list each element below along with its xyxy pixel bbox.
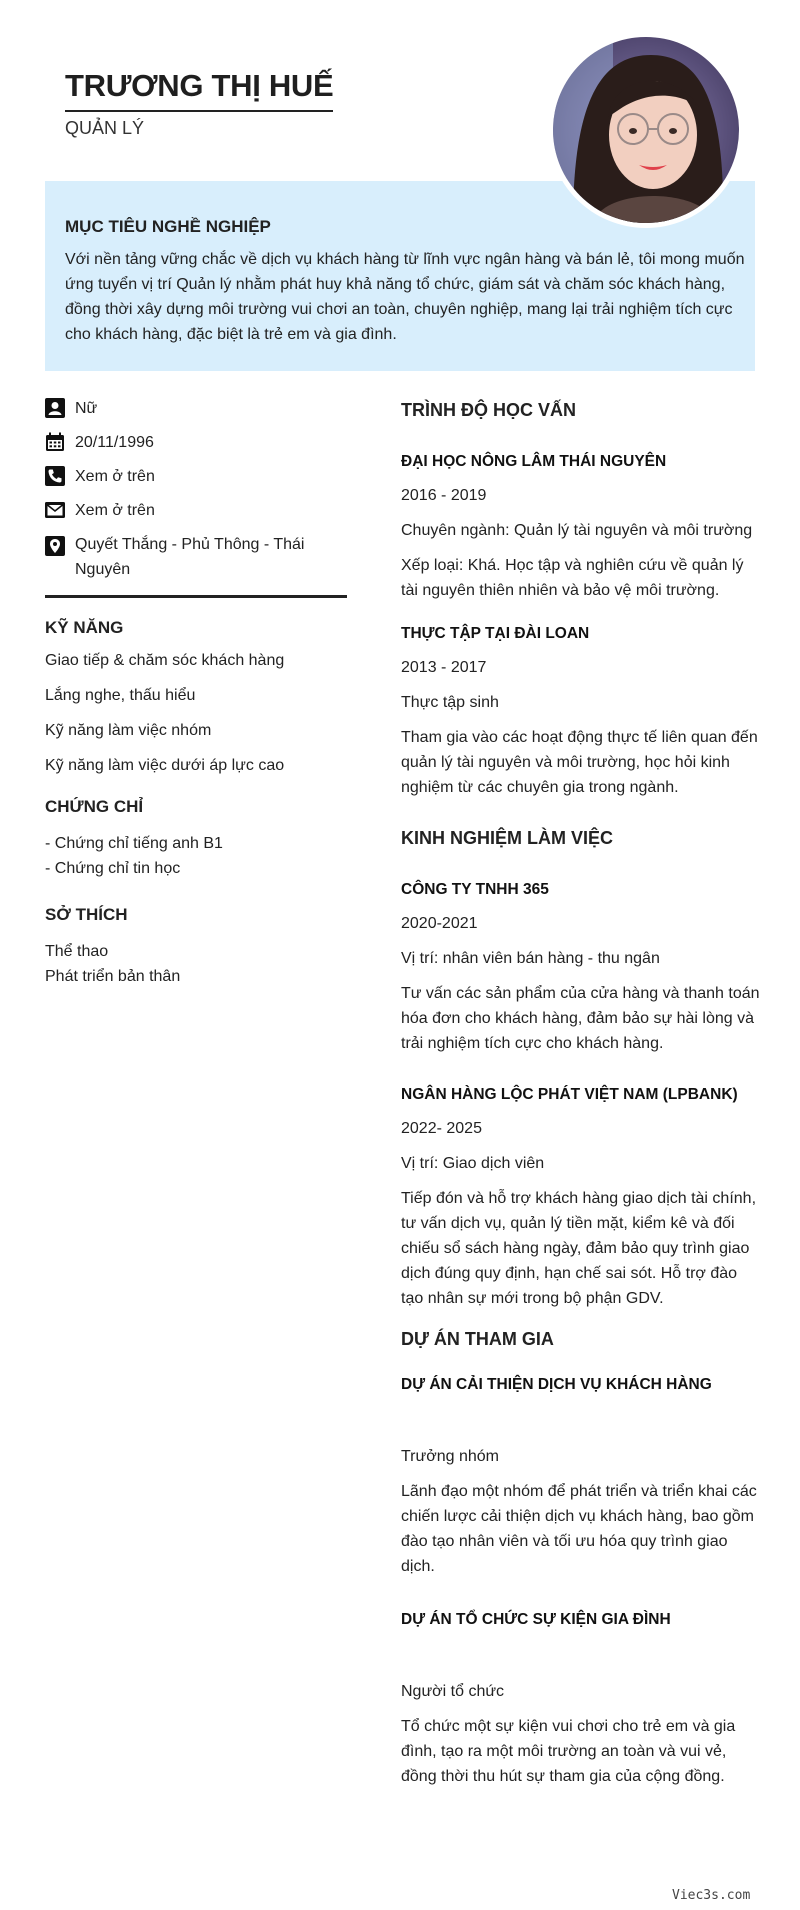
education-period: 2016 - 2019 — [401, 487, 487, 504]
skills-title: KỸ NĂNG — [45, 618, 124, 637]
info-birthday — [45, 430, 347, 455]
email-value: Xem ở trên — [75, 502, 155, 519]
profile-photo — [553, 37, 739, 223]
objective-text: Với nền tảng vững chắc về dịch vụ khách hàng từ lĩnh vực ngân hàng và bán lẻ, tôi mong muốn ứng tuyển vị trí Quản lý nhằm phát huy khả năng tổ chức, giám sát và chăm sóc khách hàng, đồng thời xây dựng môi trường vui chơi an toàn, chuyên nghiệp, mang lại trải nghiệm tích cực cho khách hàng, đặc biệt là trẻ em và gia đình. — [65, 251, 745, 343]
experience-title: KINH NGHIỆM LÀM VIỆC — [401, 828, 614, 848]
phone-value: Xem ở trên — [75, 468, 155, 485]
education-desc: Tham gia vào các hoạt động thực tế liên quan đến quản lý tài nguyên và môi trường, học hỏi kinh nghiệm từ các chuyên gia trong ngành. — [401, 729, 758, 796]
experience-entry — [401, 1086, 761, 1311]
experience-company: NGÂN HÀNG LỘC PHÁT VIỆT NAM (LPBANK) — [401, 1086, 738, 1103]
person-icon — [45, 398, 65, 418]
project-role: Trưởng nhóm — [401, 1448, 499, 1465]
projects-title: DỰ ÁN THAM GIA — [401, 1329, 554, 1349]
education-major: Chuyên ngành: Quản lý tài nguyên và môi trường — [401, 522, 753, 539]
hobby-item: Phát triển bản thân — [45, 968, 181, 985]
education-school: THỰC TẬP TẠI ĐÀI LOAN — [401, 625, 590, 642]
watermark: Viec3s.com — [672, 1888, 751, 1903]
project-role: Người tổ chức — [401, 1683, 505, 1700]
hobby-item: Thể thao — [45, 943, 109, 960]
candidate-role: QUẢN LÝ — [65, 118, 145, 138]
skills-list — [45, 648, 347, 778]
experience-desc: Tư vấn các sản phẩm của cửa hàng và thanh toán hóa đơn cho khách hàng, đảm bảo sự hài lòng và trải nghiệm tích cực cho khách hàng. — [401, 985, 760, 1052]
avatar — [548, 32, 744, 228]
experience-position: Vị trí: Giao dịch viên — [401, 1155, 545, 1172]
info-gender — [45, 396, 347, 421]
info-phone — [45, 464, 347, 489]
objective-title: MỤC TIÊU NGHỀ NGHIỆP — [65, 217, 271, 236]
skill-item: Kỹ năng làm việc nhóm — [45, 722, 212, 739]
skill-item: Kỹ năng làm việc dưới áp lực cao — [45, 757, 285, 774]
experience-entry — [401, 881, 761, 1056]
education-grade: Xếp loại: Khá. Học tập và nghiên cứu về quản lý tài nguyên thiên nhiên và bảo vệ môi trường. — [401, 557, 744, 599]
education-entry — [401, 625, 761, 800]
phone-icon — [45, 466, 65, 486]
info-email — [45, 498, 347, 523]
certificate-item: - Chứng chỉ tin học — [45, 860, 181, 877]
education-entry — [401, 453, 761, 603]
mail-icon — [45, 500, 65, 520]
right-column — [401, 400, 761, 1789]
location-pin-icon — [45, 536, 65, 556]
project-desc: Tổ chức một sự kiện vui chơi cho trẻ em và gia đình, tạo ra một môi trường an toàn và vui vẻ, đồng thời thu hút sự tham gia của cộng đồng. — [401, 1718, 736, 1785]
project-desc: Lãnh đạo một nhóm để phát triển và triển khai các chiến lược cải thiện dịch vụ khách hàng, bao gồm đào tạo nhân viên và tối ưu hóa quy trình giao dịch. — [401, 1483, 757, 1575]
education-title: TRÌNH ĐỘ HỌC VẤN — [401, 400, 576, 420]
birthday-value: 20/11/1996 — [75, 434, 154, 451]
address-value: Quyết Thắng - Phủ Thông - Thái Nguyên — [75, 536, 305, 578]
section-divider — [45, 595, 347, 598]
skill-item: Lắng nghe, thấu hiểu — [45, 687, 196, 704]
hobbies-title: SỞ THÍCH — [45, 905, 128, 924]
certificate-item: - Chứng chỉ tiếng anh B1 — [45, 835, 223, 852]
experience-desc: Tiếp đón và hỗ trợ khách hàng giao dịch tài chính, tư vấn dịch vụ, quản lý tiền mặt, kiểm kê và đối chiếu sổ sách hàng ngày, đảm bảo quy trình giao dịch đúng quy định, hạn chế sai sót. Hỗ trợ đào tạo nhân sự mới trong bộ phận GDV. — [401, 1190, 757, 1307]
candidate-name: TRƯƠNG THỊ HUẾ — [65, 68, 333, 112]
gender-value: Nữ — [75, 400, 98, 417]
left-column — [45, 396, 347, 989]
skill-item: Giao tiếp & chăm sóc khách hàng — [45, 652, 285, 669]
project-entry — [401, 1611, 761, 1789]
experience-company: CÔNG TY TNHH 365 — [401, 881, 549, 898]
experience-position: Vị trí: nhân viên bán hàng - thu ngân — [401, 950, 660, 967]
project-entry — [401, 1376, 761, 1579]
project-name: DỰ ÁN TỔ CHỨC SỰ KIỆN GIA ĐÌNH — [401, 1611, 671, 1628]
education-role: Thực tập sinh — [401, 694, 499, 711]
hobbies-list — [45, 939, 347, 989]
experience-period: 2020-2021 — [401, 915, 478, 932]
experience-period: 2022- 2025 — [401, 1120, 482, 1137]
info-address — [45, 532, 347, 582]
education-period: 2013 - 2017 — [401, 659, 487, 676]
certificates-list — [45, 831, 347, 881]
certificates-title: CHỨNG CHỈ — [45, 797, 144, 816]
education-school: ĐẠI HỌC NÔNG LÂM THÁI NGUYÊN — [401, 453, 667, 470]
calendar-icon — [45, 432, 65, 452]
project-name: DỰ ÁN CẢI THIỆN DỊCH VỤ KHÁCH HÀNG — [401, 1376, 712, 1393]
